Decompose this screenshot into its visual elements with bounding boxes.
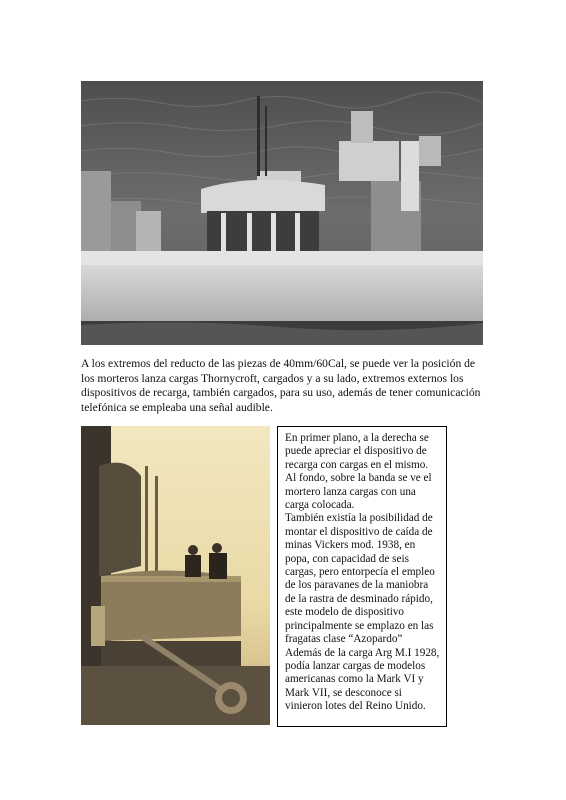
- description-textbox: [277, 426, 447, 727]
- textbox-paragraph-1: En primer plano, a la derecha se puede apreciar el dispositivo de recarga con cargas en el mismo. Al fondo, sobre la banda se ve el mortero lanza cargas con una carga colocada.: [285, 432, 432, 512]
- photo-caption: A los extremos del reducto de las piezas de 40mm/60Cal, se puede ver la posición de los morteros lanza cargas Thornycroft, cargados y a su lado, extremos externos los dispositivos de recarga, también cargados, para su uso, además de tener comunicación telefónica se empleaba una señal audible.: [81, 357, 481, 414]
- ship-deck-illustration: [81, 81, 483, 345]
- stern-crew-photo: [81, 426, 270, 725]
- ship-deck-photo: [81, 81, 483, 345]
- stern-crew-illustration: [81, 426, 270, 725]
- textbox-paragraph-2: También existía la posibilidad de montar el dispositivo de caída de minas Vickers mod. 1938, en popa, con capacidad de seis cargas, pero entorpecía el empleo de los paravanes de la maniobra de la rastra de desminado rápido, este modelo de dispositivo principalmente se emplazo en las fragatas clase “Azopardo” Además de la carga Arg M.I 1928, podía lanzar cargas de modelos americanas como la Mark VI y Mark VII, se desconoce si vinieron lotes del Reino Unido.: [285, 512, 440, 713]
